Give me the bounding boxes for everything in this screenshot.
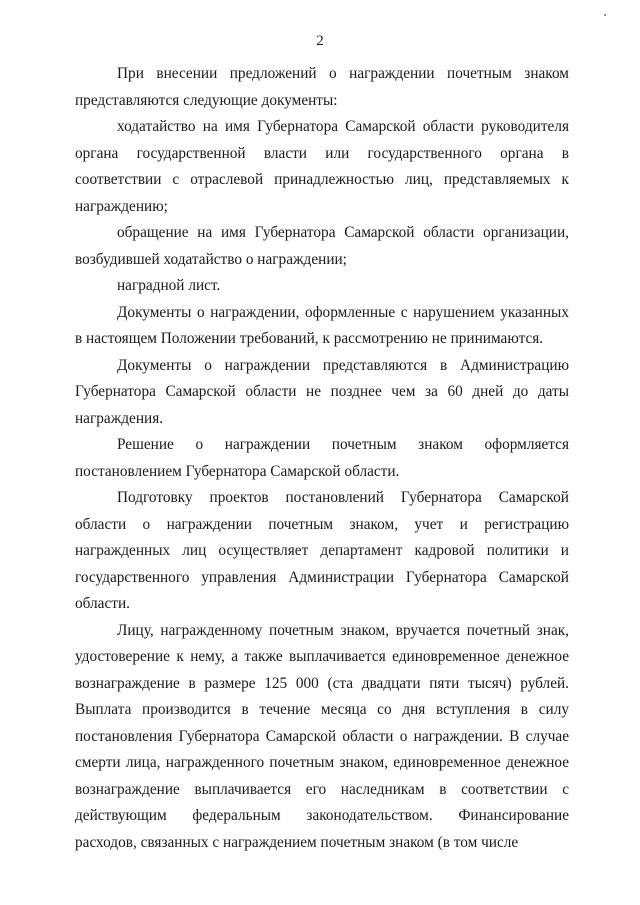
document-body — [75, 61, 569, 856]
paragraph-payment: Лицу, награжденному почетным знаком, вручается почетный знак, удостоверение к нему, а также выплачивается единовременное денежное вознаграждение в размере 125 000 (ста двадцати пяти тысяч) рублей. Выплата производится в течение месяца со дня вступления в силу постановления Губернатора Самарской области о награждении. В случае смерти лица, награжденного почетным знаком, единовременное денежное вознаграждение выплачивается его наследникам в соответствии с действующим федеральным законодательством. Финансирование расходов, связанных с награждением почетным знаком (в том числе — [75, 621, 569, 851]
paragraph-petition: ходатайство на имя Губернатора Самарской области руководителя органа государственной власти или государственного органа в соответствии с отраслевой принадлежностью лиц, представляемых к награждению; — [75, 118, 569, 215]
paragraph-award-sheet: наградной лист. — [117, 277, 221, 294]
paragraph-violations: Документы о награждении, оформленные с нарушением указанных в настоящем Положении требований, к рассмотрению не принимаются. — [75, 303, 569, 347]
paragraph-appeal: обращение на имя Губернатора Самарской области организации, возбудившей ходатайство о награждении; — [75, 224, 569, 268]
paragraph-documents-intro: При внесении предложений о награждении почетным знаком представляются следующие документы: — [75, 65, 569, 109]
scan-speck — [604, 14, 606, 16]
paragraph-preparation: Подготовку проектов постановлений Губернатора Самарской области о награждении почетным знаком, учет и регистрацию награжденных лиц осуществляет департамент кадровой политики и государственного управления Администрации Губернатора Самарской области. — [75, 489, 569, 612]
page-number: 2 — [316, 33, 324, 49]
paragraph-deadline: Документы о награждении представляются в Администрацию Губернатора Самарской области не позднее чем за 60 дней до даты награждения. — [75, 356, 569, 427]
paragraph-decision: Решение о награждении почетным знаком оформляется постановлением Губернатора Самарской области. — [75, 436, 569, 480]
